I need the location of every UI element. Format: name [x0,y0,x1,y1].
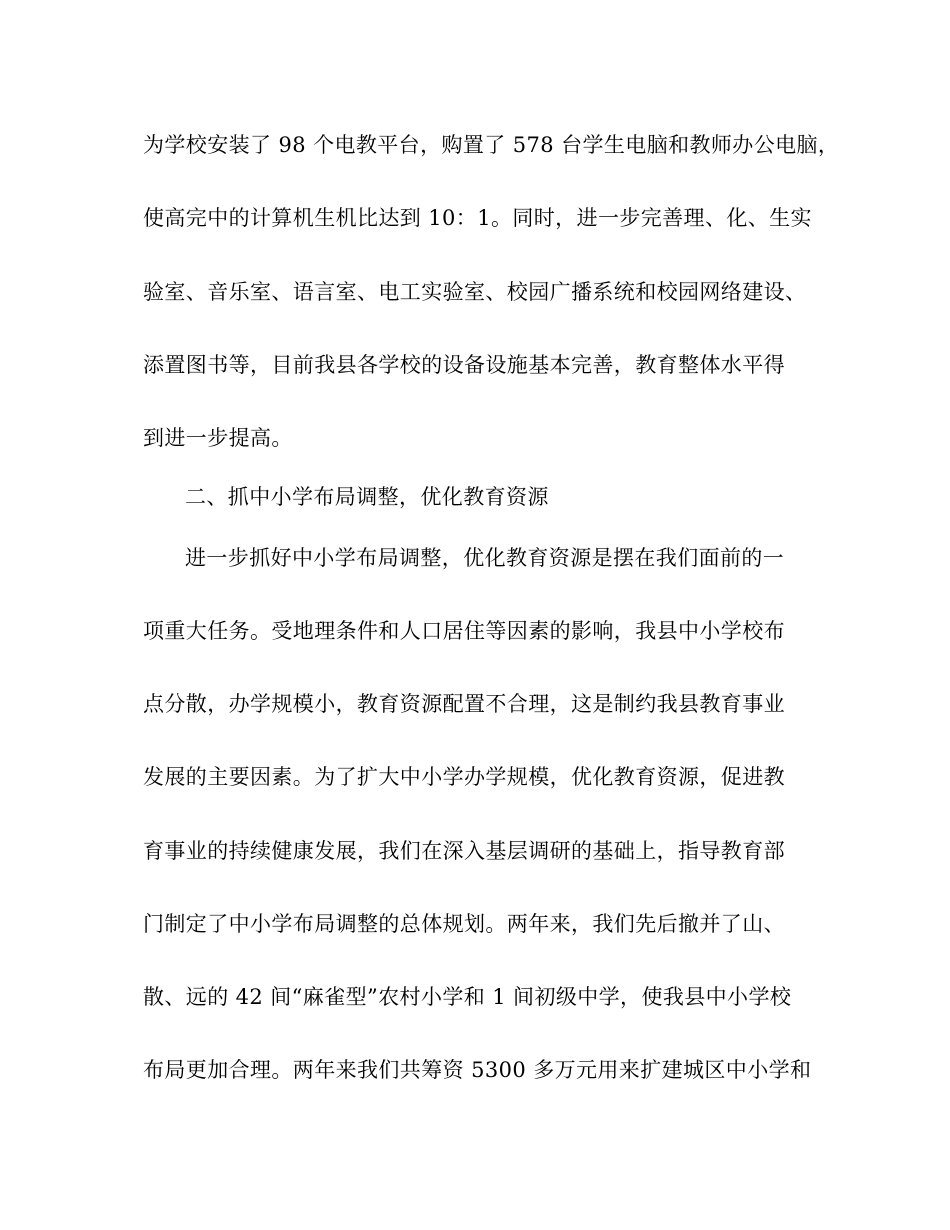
paragraph-line: 添置图书等，目前我县各学校的设备设施基本完善，教育整体水平得 [143,353,785,377]
paragraph-line: 育事业的持续健康发展，我们在深入基层调研的基础上，指导教育部 [143,839,785,863]
paragraph-line: 使高完中的计算机生机比达到 10：1。同时，进一步完善理、化、生实 [143,206,812,230]
paragraph-line: 项重大任务。受地理条件和人口居住等因素的影响，我县中小学校布 [143,619,785,643]
paragraph-line: 点分散，办学规模小，教育资源配置不合理，这是制约我县教育事业 [143,692,785,716]
paragraph-line: 到进一步提高。 [143,426,293,450]
paragraph-line: 验室、音乐室、语言室、电工实验室、校园广播系统和校园网络建设、 [143,280,807,304]
paragraph-line: 门制定了中小学布局调整的总体规划。两年来，我们先后撤并了山、 [143,912,785,936]
paragraph-line: 进一步抓好中小学布局调整，优化教育资源是摆在我们面前的一 [185,546,785,570]
section-heading: 二、抓中小学布局调整，优化教育资源 [185,485,549,509]
paragraph-line: 为学校安装了 98 个电教平台，购置了 578 台学生电脑和教师办公电脑， [143,133,840,157]
paragraph-line: 布局更加合理。两年来我们共筹资 5300 多万元用来扩建城区中小学和 [143,1058,812,1082]
paragraph-line: 发展的主要因素。为了扩大中小学办学规模，优化教育资源，促进教 [143,765,785,789]
paragraph-line: 散、远的 42 间“麻雀型”农村小学和 1 间初级中学，使我县中小学校 [143,985,792,1009]
